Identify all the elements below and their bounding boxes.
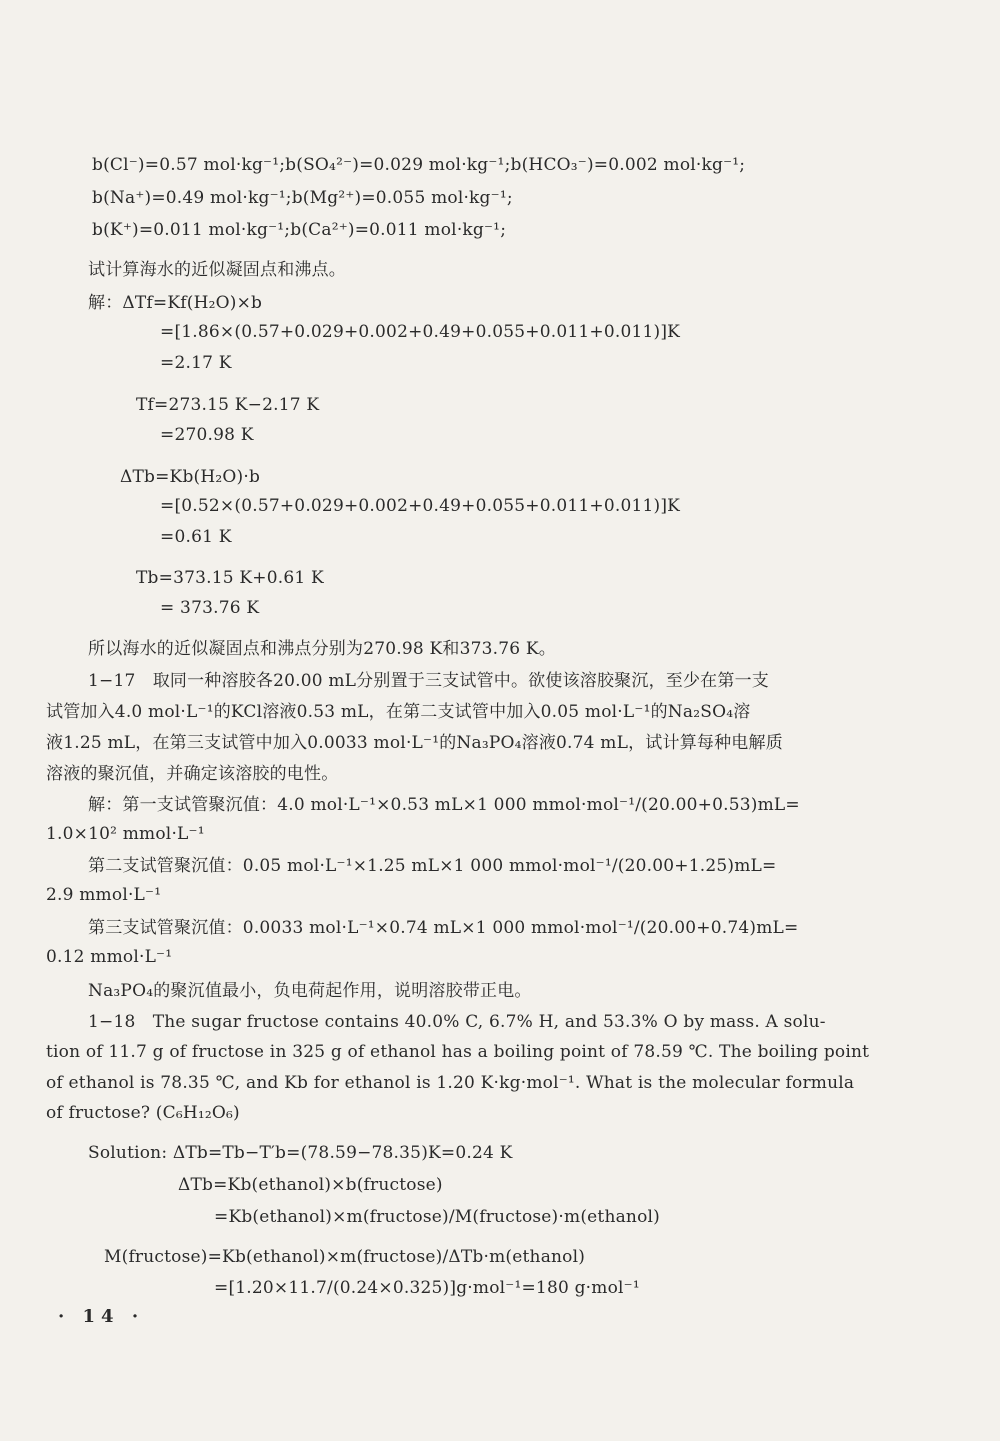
page-number: · 14 · xyxy=(58,1306,145,1327)
text-line: b(Na⁺)=0.49 mol·kg⁻¹;b(Mg²⁺)=0.055 mol·kg⁻¹; xyxy=(92,188,513,208)
text-line: ΔTb=Kb(H₂O)·b xyxy=(120,467,261,487)
text-line: 液1.25 mL，在第三支试管中加入0.0033 mol·L⁻¹的Na₃PO₄溶液0.74 mL，试计算每种电解质 xyxy=(46,733,783,753)
text-line: ΔTb=Kb(ethanol)×b(fructose) xyxy=(178,1175,443,1195)
text-line: 第二支试管聚沉值：0.05 mol·L⁻¹×1.25 mL×1 000 mmol·mol⁻¹/(20.00+1.25)mL= xyxy=(88,856,777,876)
text-line: b(Cl⁻)=0.57 mol·kg⁻¹;b(SO₄²⁻)=0.029 mol·kg⁻¹;b(HCO₃⁻)=0.002 mol·kg⁻¹; xyxy=(92,155,746,175)
text-line: 0.12 mmol·L⁻¹ xyxy=(46,947,173,967)
text-line: 第三支试管聚沉值：0.0033 mol·L⁻¹×0.74 mL×1 000 mmol·mol⁻¹/(20.00+0.74)mL= xyxy=(88,918,799,938)
text-line: 解：ΔTf=Kf(H₂O)×b xyxy=(88,293,263,313)
text-line: 试计算海水的近似凝固点和沸点。 xyxy=(88,260,346,280)
text-line: of ethanol is 78.35 ℃, and Kb for ethanol is 1.20 K·kg·mol⁻¹. What is the molecular formula xyxy=(46,1073,855,1093)
text-line: = 373.76 K xyxy=(160,598,260,618)
text-line: =[0.52×(0.57+0.029+0.002+0.49+0.055+0.011+0.011)]K xyxy=(160,496,681,516)
text-line: 2.9 mmol·L⁻¹ xyxy=(46,885,162,905)
text-line: =[1.86×(0.57+0.029+0.002+0.49+0.055+0.011+0.011)]K xyxy=(160,322,681,342)
text-line: M(fructose)=Kb(ethanol)×m(fructose)/ΔTb·m(ethanol) xyxy=(104,1247,586,1267)
text-line: 1.0×10² mmol·L⁻¹ xyxy=(46,824,205,844)
text-line: Na₃PO₄的聚沉值最小，负电荷起作用，说明溶胶带正电。 xyxy=(88,981,532,1001)
text-line: =[1.20×11.7/(0.24×0.325)]g·mol⁻¹=180 g·mol⁻¹ xyxy=(214,1278,640,1298)
text-line: 1−17 取同一种溶胶各20.00 mL分别置于三支试管中。欲使该溶胶聚沉，至少在第一支 xyxy=(88,671,769,691)
text-line: Solution: ΔTb=Tb−T′b=(78.59−78.35)K=0.24 K xyxy=(88,1143,513,1163)
text-line: b(K⁺)=0.011 mol·kg⁻¹;b(Ca²⁺)=0.011 mol·kg⁻¹; xyxy=(92,220,507,240)
text-line: 溶液的聚沉值，并确定该溶胶的电性。 xyxy=(46,764,339,784)
text-line: 试管加入4.0 mol·L⁻¹的KCl溶液0.53 mL，在第二支试管中加入0.05 mol·L⁻¹的Na₂SO₄溶 xyxy=(46,702,751,722)
text-line: =270.98 K xyxy=(160,425,254,445)
text-line: Tb=373.15 K+0.61 K xyxy=(136,568,324,588)
text-line: =0.61 K xyxy=(160,527,232,547)
text-line: tion of 11.7 g of fructose in 325 g of ethanol has a boiling point of 78.59 ℃. The boiling point xyxy=(46,1042,870,1062)
text-line: 所以海水的近似凝固点和沸点分别为270.98 K和373.76 K。 xyxy=(88,639,556,659)
text-line: 1−18 The sugar fructose contains 40.0% C, 6.7% H, and 53.3% O by mass. A solu- xyxy=(88,1012,826,1032)
text-line: =Kb(ethanol)×m(fructose)/M(fructose)·m(ethanol) xyxy=(214,1207,660,1227)
text-line: Tf=273.15 K−2.17 K xyxy=(136,395,320,415)
text-line: 解：第一支试管聚沉值：4.0 mol·L⁻¹×0.53 mL×1 000 mmol·mol⁻¹/(20.00+0.53)mL= xyxy=(88,795,800,815)
text-line: =2.17 K xyxy=(160,353,232,373)
text-line: of fructose? (C₆H₁₂O₆) xyxy=(46,1103,240,1123)
